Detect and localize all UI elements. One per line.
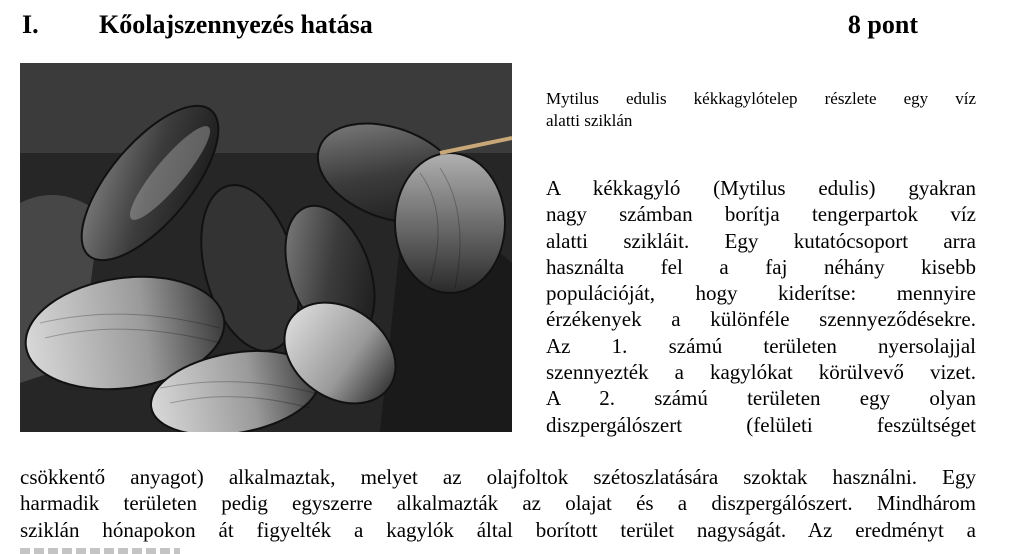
body-text-full-width bbox=[20, 464, 976, 543]
text-line: alatti szikláit. Egy kutatócsoport arra bbox=[546, 228, 976, 253]
caption-line: alatti sziklán bbox=[546, 111, 633, 130]
text-line: szennyezték a kagylókat körülvevő vizet. bbox=[546, 360, 976, 385]
question-points: 8 pont bbox=[847, 10, 918, 39]
text-line: érzékenyek a különféle szennyeződésekre. bbox=[546, 307, 976, 332]
text-line: csökkentő anyagot) alkalmaztak, melyet az olajfoltok szétoszlatására szoktak használni. Egy bbox=[20, 465, 976, 489]
text-line: populációját, hogy kiderítse: mennyire bbox=[546, 281, 976, 306]
truncated-line bbox=[20, 542, 220, 554]
figure-caption bbox=[546, 88, 976, 132]
text-line: sziklán hónapokon át figyelték a kagylók által borított terület nagyságát. Az eredményt a bbox=[20, 517, 976, 542]
question-number: I. bbox=[22, 10, 39, 39]
mussel-colony-photo bbox=[20, 63, 512, 432]
text-line: diszpergálószert (felületi feszültséget bbox=[546, 412, 976, 437]
caption-line: Mytilus edulis kékkagylótelep részlete egy víz bbox=[546, 89, 976, 108]
text-line: nagy számban borítja tengerpartok víz bbox=[546, 202, 976, 227]
text-line: harmadik területen pedig egyszerre alkalmazták az olajat és a diszpergálószert. Mindhárom bbox=[20, 491, 976, 516]
text-line: Az 1. számú területen nyersolajjal bbox=[546, 333, 976, 358]
text-line: A kékkagyló (Mytilus edulis) gyakran bbox=[546, 176, 976, 200]
text-line: A 2. számú területen egy olyan bbox=[546, 386, 976, 411]
text-line: használta fel a faj néhány kisebb bbox=[546, 254, 976, 279]
body-text-right-column bbox=[546, 175, 976, 438]
question-header bbox=[22, 10, 922, 46]
question-title: Kőolajszennyezés hatása bbox=[99, 10, 373, 39]
